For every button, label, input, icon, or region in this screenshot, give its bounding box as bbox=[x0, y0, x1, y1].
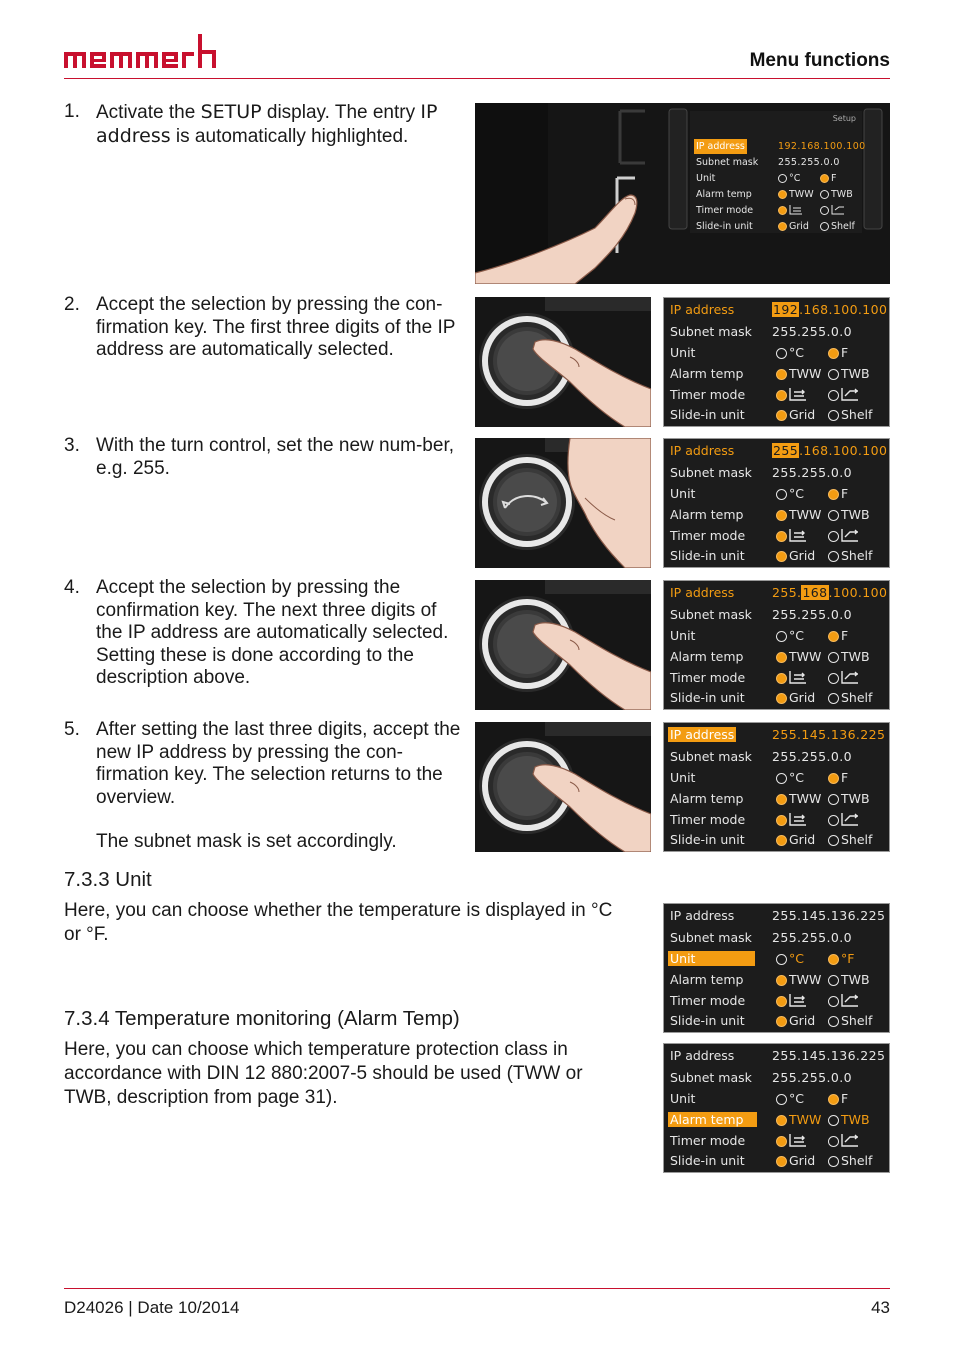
row-label-ip: IP address bbox=[670, 302, 735, 317]
row-label-unit: Unit bbox=[668, 951, 755, 966]
radio-on-icon bbox=[776, 673, 787, 684]
timer-mode-continuous-icon bbox=[789, 1134, 807, 1147]
step-number: 5. bbox=[64, 719, 80, 740]
row-label-timer: Timer mode bbox=[670, 387, 746, 402]
radio-off-icon bbox=[828, 1016, 839, 1027]
row-label-subnet: Subnet mask bbox=[670, 1070, 752, 1085]
ip-value: 192.168.100.100 bbox=[778, 141, 866, 152]
ui-term-ip-address: IP address bbox=[96, 101, 438, 147]
ip-value: 255.168.100.100 bbox=[773, 443, 888, 458]
row-label-subnet: Subnet mask bbox=[670, 607, 752, 622]
row-label-slide: Slide-in unit bbox=[670, 1153, 745, 1168]
timer-mode-continuous-icon bbox=[789, 529, 807, 542]
ip-selected-octet: 192 bbox=[773, 302, 799, 317]
row-label-subnet: Subnet mask bbox=[670, 749, 752, 764]
radio-off-icon bbox=[820, 190, 829, 199]
timer-mode-setpoint-icon bbox=[841, 529, 859, 542]
step-number: 3. bbox=[64, 435, 80, 456]
subnet-value: 255.255.0.0 bbox=[778, 157, 840, 168]
radio-off-icon bbox=[776, 773, 787, 784]
radio-on-icon bbox=[828, 773, 839, 784]
step-1 bbox=[64, 101, 464, 148]
timer-mode-setpoint-icon bbox=[841, 1134, 859, 1147]
photo-control-knob bbox=[475, 722, 651, 852]
ip-value: 255.168.100.100 bbox=[772, 585, 888, 600]
row-label-ip: IP address bbox=[670, 1048, 735, 1063]
radio-off-icon bbox=[828, 1115, 839, 1126]
timer-mode-setpoint-icon bbox=[841, 388, 859, 401]
radio-off-icon bbox=[776, 489, 787, 500]
ui-term-setup: SETUP bbox=[200, 101, 262, 123]
setup-label: Setup bbox=[832, 114, 856, 123]
ip-value: 255.145.136.225 bbox=[772, 1048, 886, 1063]
ip-selected-octet: 255 bbox=[773, 443, 799, 458]
step-number: 4. bbox=[64, 577, 80, 598]
radio-off-icon bbox=[778, 174, 787, 183]
row-label-unit: Unit bbox=[670, 486, 696, 501]
radio-off-icon bbox=[820, 222, 829, 231]
row-label-slide: Slide-in unit bbox=[670, 1013, 745, 1028]
step-text: After setting the last three digits, accept the new IP address by pressing the con-firmation key. The selection returns to the overview. bbox=[96, 719, 461, 808]
timer-mode-continuous-icon bbox=[789, 994, 807, 1007]
lcd-screen-6: IP address 255.145.136.225 Subnet mask 255.255.0.0 Unit °C F Alarm temp TWW TWB Timer mode Slide-in unit Grid Shelf bbox=[663, 1043, 890, 1173]
heading-unit: 7.3.3 Unit bbox=[64, 868, 152, 891]
radio-on-icon bbox=[828, 489, 839, 500]
radio-on-icon bbox=[820, 174, 829, 183]
row-label-slide: Slide-in unit bbox=[696, 221, 753, 232]
timer-mode-continuous-icon bbox=[789, 813, 807, 826]
row-label-alarm: Alarm temp bbox=[670, 366, 744, 381]
lcd-screen-2: IP address 255.168.100.100 Subnet mask 255.255.0.0 Unit °C F Alarm temp TWW TWB Timer mode Slide-in unit Grid Shelf bbox=[663, 438, 890, 568]
radio-on-icon bbox=[776, 390, 787, 401]
row-label-ip: IP address bbox=[670, 908, 735, 923]
subnet-value: 255.255.0.0 bbox=[772, 324, 852, 339]
radio-on-icon bbox=[776, 369, 787, 380]
radio-on-icon bbox=[778, 222, 787, 231]
radio-off-icon bbox=[828, 390, 839, 401]
row-label-timer: Timer mode bbox=[696, 205, 754, 216]
row-label-timer: Timer mode bbox=[670, 670, 746, 685]
row-label-unit: Unit bbox=[670, 1091, 696, 1106]
lcd-screen-0: Setup IP address 192.168.100.100 Subnet mask 255.255.0.0 Unit °C F Alarm temp TWW TWB Timer mode Slide-in unit Grid Shelf bbox=[690, 111, 862, 233]
lcd-screen-3: IP address 255.168.100.100 Subnet mask 255.255.0.0 Unit °C F Alarm temp TWW TWB Timer mode Slide-in unit Grid Shelf bbox=[663, 580, 890, 710]
radio-on-icon bbox=[776, 1136, 787, 1147]
row-label-alarm: Alarm temp bbox=[670, 972, 744, 987]
radio-off-icon bbox=[828, 693, 839, 704]
radio-off-icon bbox=[828, 794, 839, 805]
radio-on-icon bbox=[776, 693, 787, 704]
paragraph-alarm-temp: Here, you can choose which temperature protection class in accordance with DIN 12 880:2007-5 should be used (TWW or TWB, description from page 31). bbox=[64, 1039, 583, 1108]
row-label-ip: IP address bbox=[670, 727, 735, 742]
photo-control-knob bbox=[475, 580, 651, 710]
step-note: The subnet mask is set accordingly. bbox=[96, 831, 397, 853]
row-label-ip: IP address bbox=[670, 443, 735, 458]
subnet-value: 255.255.0.0 bbox=[772, 749, 852, 764]
row-label-slide: Slide-in unit bbox=[670, 407, 745, 422]
row-label-alarm: Alarm temp bbox=[670, 507, 744, 522]
radio-off-icon bbox=[828, 531, 839, 542]
row-label-subnet: Subnet mask bbox=[696, 157, 759, 168]
step-4 bbox=[64, 577, 464, 690]
step-text: Accept the selection by pressing the con-firmation key. The first three digits of the IP address are automatically selected. bbox=[96, 294, 456, 361]
header-rule bbox=[64, 78, 890, 79]
radio-on-icon bbox=[776, 410, 787, 421]
step-text: is automatically highlighted. bbox=[170, 125, 409, 147]
radio-off-icon bbox=[820, 206, 829, 215]
timer-mode-continuous-icon bbox=[789, 671, 807, 684]
row-label-unit: Unit bbox=[696, 173, 716, 184]
page-number: 43 bbox=[871, 1298, 890, 1317]
step-5 bbox=[64, 719, 464, 854]
row-label-slide: Slide-in unit bbox=[670, 548, 745, 563]
step-text: With the turn control, set the new num-ber, e.g. 255. bbox=[96, 435, 455, 479]
row-label-timer: Timer mode bbox=[670, 528, 746, 543]
ip-selected-octet: 168 bbox=[802, 585, 828, 600]
heading-alarm-temp: 7.3.4 Temperature monitoring (Alarm Temp) bbox=[64, 1007, 460, 1030]
lcd-screen-5: IP address 255.145.136.225 Subnet mask 255.255.0.0 Unit °C °F Alarm temp TWW TWB Timer mode Slide-in unit Grid Shelf bbox=[663, 903, 890, 1033]
radio-on-icon bbox=[776, 975, 787, 986]
step-2 bbox=[64, 294, 464, 362]
radio-off-icon bbox=[828, 673, 839, 684]
row-label-unit: Unit bbox=[670, 345, 696, 360]
step-text: Accept the selection by pressing the confirmation key. The next three digits of the IP address are automatically selected. Setting these is done according to the description above. bbox=[96, 577, 449, 689]
subnet-value: 255.255.0.0 bbox=[772, 1070, 852, 1085]
radio-off-icon bbox=[828, 410, 839, 421]
radio-off-icon bbox=[828, 835, 839, 846]
radio-on-icon bbox=[776, 551, 787, 562]
timer-mode-icon bbox=[831, 205, 845, 215]
radio-on-icon bbox=[776, 652, 787, 663]
radio-off-icon bbox=[776, 954, 787, 965]
row-label-alarm: Alarm temp bbox=[670, 791, 744, 806]
radio-off-icon bbox=[828, 652, 839, 663]
radio-off-icon bbox=[828, 815, 839, 826]
radio-on-icon bbox=[776, 1115, 787, 1126]
row-label-ip: IP address bbox=[696, 141, 745, 152]
ip-value: 192.168.100.100 bbox=[773, 302, 888, 317]
step-3 bbox=[64, 435, 464, 480]
radio-on-icon bbox=[776, 835, 787, 846]
radio-on-icon bbox=[828, 1094, 839, 1105]
timer-mode-icon bbox=[789, 205, 803, 215]
timer-mode-setpoint-icon bbox=[841, 813, 859, 826]
row-label-alarm: Alarm temp bbox=[696, 189, 752, 200]
footer-doc-id: D24026 | Date 10/2014 bbox=[64, 1298, 240, 1317]
subnet-value: 255.255.0.0 bbox=[772, 607, 852, 622]
step-number: 2. bbox=[64, 294, 80, 315]
radio-on-icon bbox=[776, 996, 787, 1007]
radio-on-icon bbox=[776, 531, 787, 542]
footer-rule bbox=[64, 1288, 890, 1289]
ip-value: 255.145.136.225 bbox=[772, 727, 886, 742]
timer-mode-setpoint-icon bbox=[841, 994, 859, 1007]
row-label-timer: Timer mode bbox=[670, 993, 746, 1008]
radio-off-icon bbox=[776, 631, 787, 642]
step-number: 1. bbox=[64, 101, 80, 122]
paragraph-unit: Here, you can choose whether the temperature is displayed in °C or °F. bbox=[64, 900, 613, 945]
lcd-screen-4: IP address 255.145.136.225 Subnet mask 255.255.0.0 Unit °C F Alarm temp TWW TWB Timer mode Slide-in unit Grid Shelf bbox=[663, 722, 890, 852]
radio-on-icon bbox=[778, 190, 787, 199]
row-label-timer: Timer mode bbox=[670, 1133, 746, 1148]
row-label-unit: Unit bbox=[670, 628, 696, 643]
row-label-alarm: Alarm temp bbox=[670, 649, 744, 664]
radio-off-icon bbox=[776, 1094, 787, 1105]
radio-on-icon bbox=[776, 510, 787, 521]
radio-off-icon bbox=[776, 348, 787, 359]
radio-on-icon bbox=[828, 631, 839, 642]
lcd-screen-1: IP address 192.168.100.100 Subnet mask 255.255.0.0 Unit °C F Alarm temp TWW TWB Timer mode Slide-in unit Grid Shelf bbox=[663, 297, 890, 427]
radio-off-icon bbox=[828, 1136, 839, 1147]
photo-setup-display bbox=[475, 103, 890, 284]
timer-mode-setpoint-icon bbox=[841, 671, 859, 684]
radio-off-icon bbox=[828, 1156, 839, 1167]
row-label-slide: Slide-in unit bbox=[670, 832, 745, 847]
radio-on-icon bbox=[828, 954, 839, 965]
radio-on-icon bbox=[776, 1016, 787, 1027]
step-text: Activate the bbox=[96, 102, 201, 123]
radio-off-icon bbox=[828, 369, 839, 380]
row-label-subnet: Subnet mask bbox=[670, 324, 752, 339]
subnet-value: 255.255.0.0 bbox=[772, 465, 852, 480]
radio-on-icon bbox=[776, 1156, 787, 1167]
radio-on-icon bbox=[776, 794, 787, 805]
section-title: Menu functions bbox=[749, 50, 890, 71]
radio-off-icon bbox=[828, 551, 839, 562]
row-label-alarm: Alarm temp bbox=[668, 1112, 757, 1127]
radio-on-icon bbox=[828, 348, 839, 359]
ip-value: 255.145.136.225 bbox=[772, 908, 886, 923]
row-label-timer: Timer mode bbox=[670, 812, 746, 827]
row-label-subnet: Subnet mask bbox=[670, 930, 752, 945]
radio-on-icon bbox=[776, 815, 787, 826]
radio-off-icon bbox=[828, 996, 839, 1007]
memmert-logo bbox=[64, 32, 216, 72]
timer-mode-continuous-icon bbox=[789, 388, 807, 401]
radio-off-icon bbox=[828, 975, 839, 986]
photo-control-knob bbox=[475, 297, 651, 427]
radio-on-icon bbox=[778, 206, 787, 215]
row-label-subnet: Subnet mask bbox=[670, 465, 752, 480]
radio-off-icon bbox=[828, 510, 839, 521]
step-text: display. The entry bbox=[261, 102, 421, 123]
subnet-value: 255.255.0.0 bbox=[772, 930, 852, 945]
row-label-unit: Unit bbox=[670, 770, 696, 785]
photo-control-knob bbox=[475, 438, 651, 568]
row-label-ip: IP address bbox=[670, 585, 735, 600]
row-label-slide: Slide-in unit bbox=[670, 690, 745, 705]
